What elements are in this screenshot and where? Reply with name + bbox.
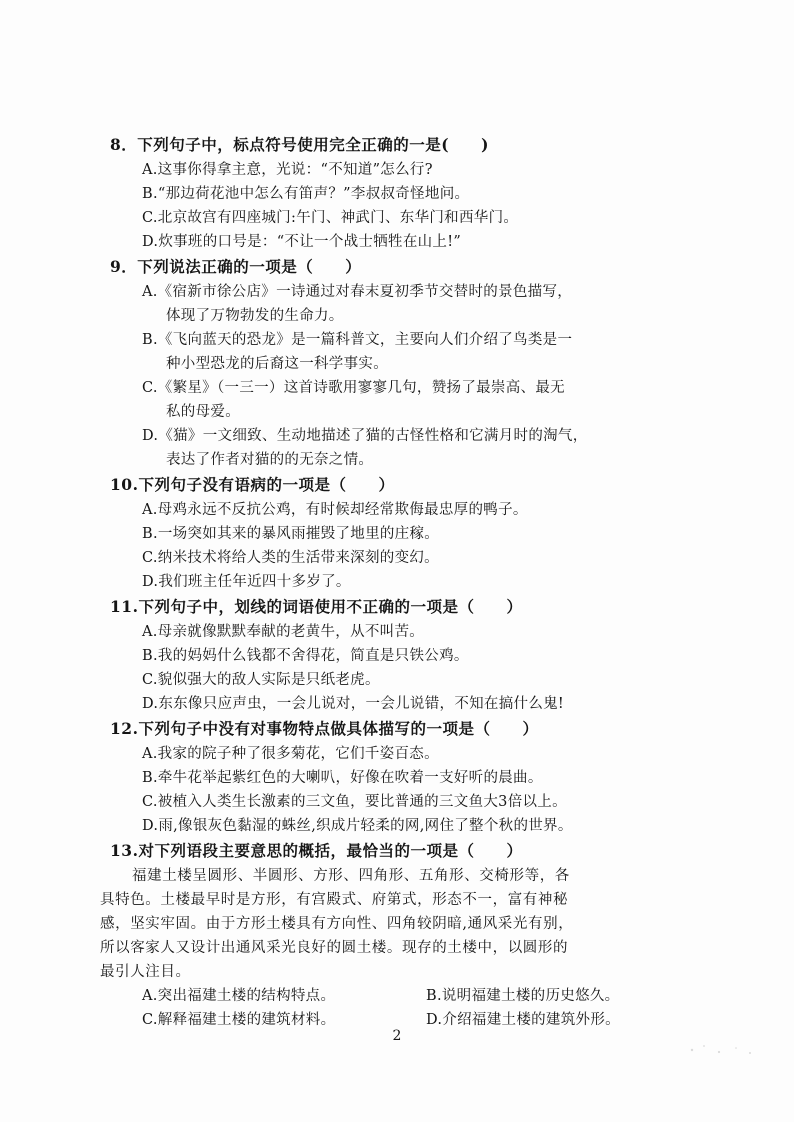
- questions-area: [100, 132, 710, 1032]
- option-c: C.貌似强大的敌人实际是只纸老虎。: [142, 672, 380, 688]
- option-d: D.雨,像银灰色黏湿的蛛丝,织成片轻柔的网,网住了整个秋的世界。: [142, 818, 573, 834]
- option-d-continued: 表达了作者对猫的的无奈之情。: [166, 452, 374, 468]
- option-a-continued: 体现了万物勃发的生命力。: [166, 308, 344, 324]
- option-b: B.《飞向蓝天的恐龙》是一篇科普文，主要向人们介绍了鸟类是一: [142, 332, 573, 348]
- option-c: C.《繁星》（一三一）这首诗歌用寥寥几句，赞扬了最崇高、最无: [142, 380, 565, 396]
- question-stem: 12.下列句子中没有对事物特点做具体描写的一项是（ ）: [110, 719, 539, 738]
- question-12: [110, 716, 710, 838]
- option-a: A.母亲就像默默奉献的老黄牛，从不叫苦。: [142, 624, 425, 640]
- option-a: A.我家的院子种了很多菊花，它们千姿百态。: [142, 746, 439, 762]
- passage-line: 福建土楼呈圆形、半圆形、方形、四角形、五角形、交椅形等，各: [132, 868, 570, 884]
- question-13: [100, 838, 710, 1032]
- option-b-continued: 种小型恐龙的后裔这一科学事实。: [166, 356, 388, 372]
- option-b: B.说明福建土楼的历史悠久。: [426, 988, 620, 1004]
- question-stem: 11.下列句子中，划线的词语使用不正确的一项是（ ）: [110, 597, 523, 616]
- option-c: C.纳米技术将给人类的生活带来深刻的变幻。: [142, 550, 439, 566]
- passage-line: 最引人注目。: [100, 964, 191, 980]
- option-a: A.《宿新市徐公店》一诗通过对春末夏初季节交替时的景色描写，: [142, 284, 573, 300]
- option-a: A.突出福建土楼的结构特点。: [142, 988, 336, 1004]
- option-d: D.炊事班的口号是：“不让一个战士牺牲在山上!”: [142, 234, 462, 250]
- option-d: D.我们班主任年近四十多岁了。: [142, 574, 351, 590]
- question-9: [110, 254, 710, 472]
- option-b: B.我的妈妈什么钱都不舍得花，简直是只铁公鸡。: [142, 648, 469, 664]
- question-stem: 13.对下列语段主要意思的概括，最恰当的一项是（ ）: [110, 841, 523, 860]
- page-number: 2: [392, 1028, 402, 1044]
- option-d: D.东东像只应声虫，一会儿说对，一会儿说错，不知在搞什么鬼!: [142, 696, 565, 712]
- option-list: [110, 498, 710, 594]
- option-d: D.《猫》一文细致、生动地描述了猫的古怪性格和它满月时的淘气，: [142, 428, 588, 444]
- option-c: C.北京故宫有四座城门:午门、神武门、东华门和西华门。: [142, 210, 519, 226]
- passage-line: 感，坚实牢固。由于方形土楼具有方向性、四角较阴暗,通风采光有别，: [100, 916, 574, 932]
- question-11: [110, 594, 710, 716]
- option-list: [110, 742, 710, 838]
- question-10: [110, 472, 710, 594]
- scan-noise-decoration: [684, 1040, 764, 1060]
- question-8: [110, 132, 710, 254]
- option-c: C.被植入人类生长激素的三文鱼，要比普通的三文鱼大3倍以上。: [142, 794, 567, 810]
- option-list: [110, 158, 710, 254]
- passage-line: 具特色。土楼最早时是方形，有宫殿式、府第式，形态不一，富有神秘: [100, 892, 569, 908]
- option-row: [110, 984, 710, 1008]
- option-c-continued: 私的母爱。: [166, 404, 240, 420]
- option-a: A.这事你得拿主意，光说：“不知道”怎么行?: [142, 162, 433, 178]
- option-b: B.一场突如其来的暴风雨摧毁了地里的庄稼。: [142, 526, 440, 542]
- option-d: D.介绍福建土楼的建筑外形。: [426, 1012, 620, 1028]
- option-a: A.母鸡永远不反抗公鸡，有时候却经常欺侮最忠厚的鸭子。: [142, 502, 528, 518]
- option-c: C.解释福建土楼的建筑材料。: [142, 1012, 336, 1028]
- reading-passage: [100, 864, 700, 984]
- option-list: [110, 280, 710, 472]
- passage-line: 所以客家人又设计出通风采光良好的圆土楼。现存的土楼中，以圆形的: [100, 940, 569, 956]
- question-stem: 9．下列说法正确的一项是（ ）: [110, 257, 362, 276]
- option-b: B.“那边荷花池中怎么有笛声？”李叔叔奇怪地问。: [142, 186, 470, 202]
- option-b: B.牵牛花举起紫红色的大喇叭，好像在吹着一支好听的晨曲。: [142, 770, 543, 786]
- question-stem: 8．下列句子中，标点符号使用完全正确的一是( ): [110, 135, 489, 154]
- question-stem: 10.下列句子没有语病的一项是（ ）: [110, 475, 395, 494]
- option-list: [110, 620, 710, 716]
